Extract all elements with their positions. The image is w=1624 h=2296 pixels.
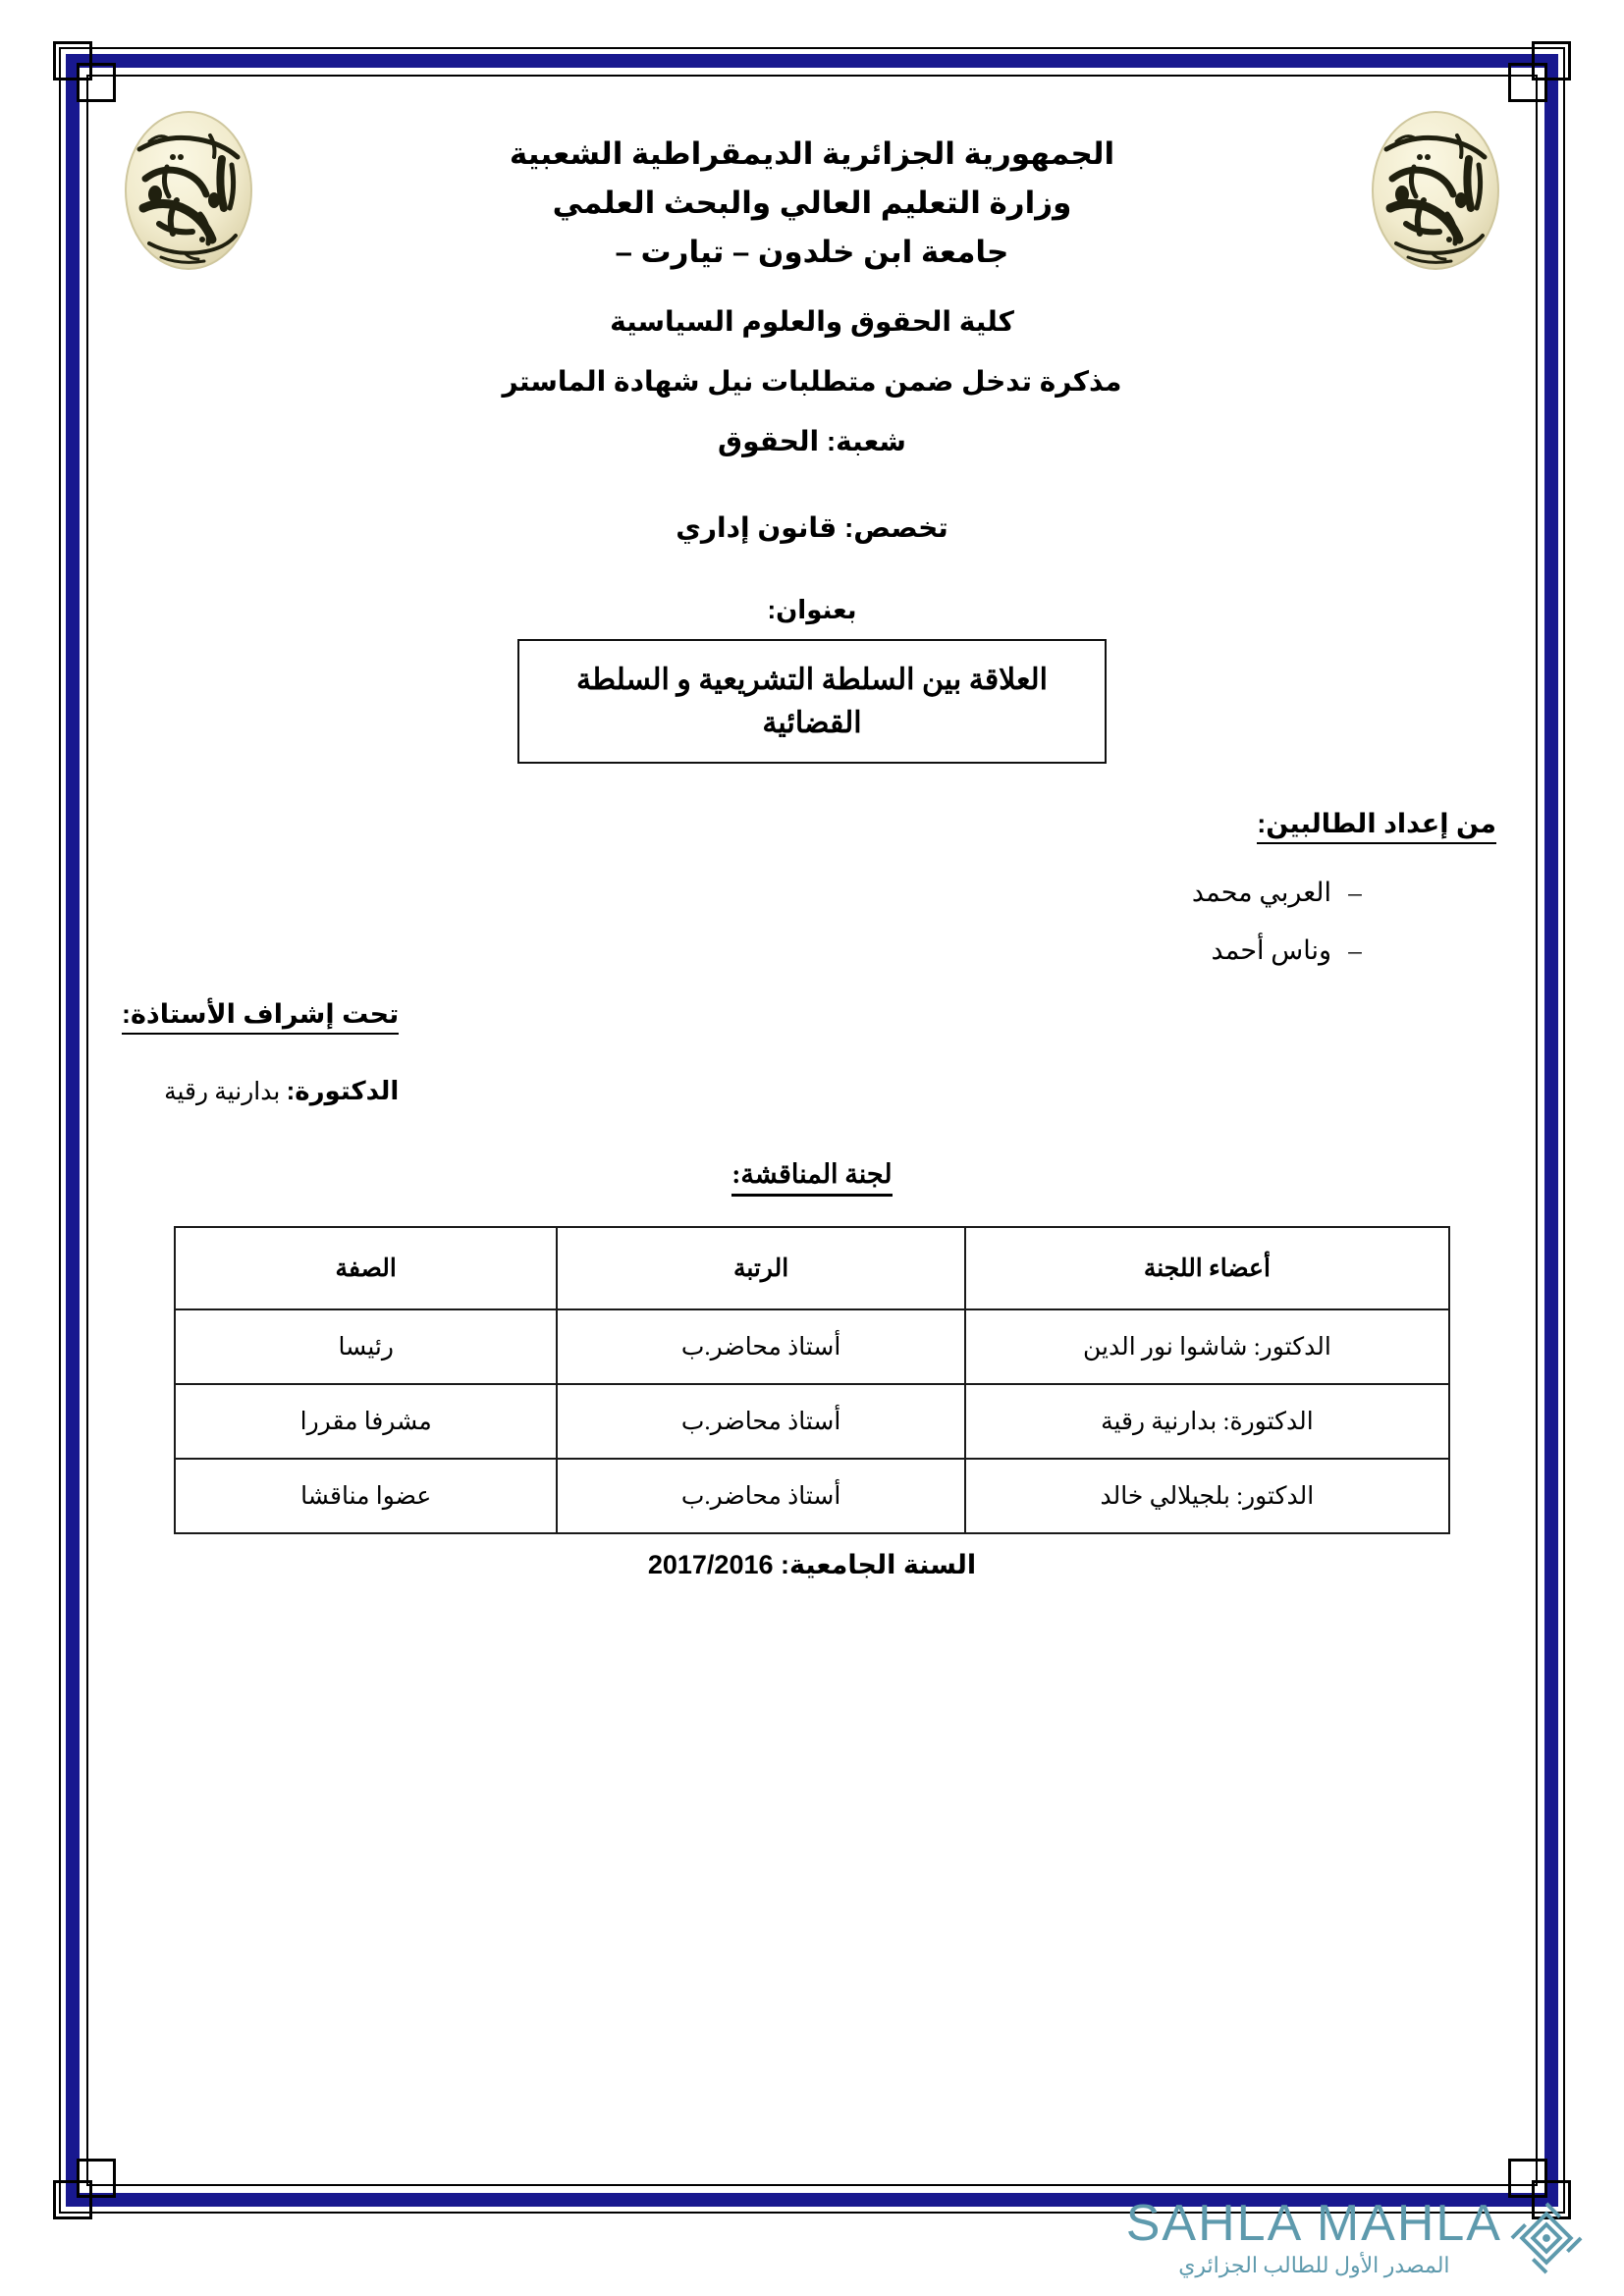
academic-year-line — [98, 1550, 1526, 1580]
title-label: بعنوان: — [767, 595, 857, 625]
watermark-brand: SAHLA MAHLA — [1125, 2195, 1502, 2252]
author-name: العربي محمد — [1191, 878, 1331, 908]
cell-member: الدكتور: بلجيلالي خالد — [965, 1459, 1449, 1533]
page-content — [98, 88, 1526, 2178]
table-row — [175, 1309, 1449, 1384]
degree-statement: مذكرة تدخل ضمن متطلبات نيل شهادة الماستر — [502, 366, 1122, 398]
cell-member: الدكتور: شاشوا نور الدين — [965, 1309, 1449, 1384]
corner-ornament-bottom-right-inner — [1508, 2159, 1547, 2198]
corner-ornament-bottom-left-inner — [77, 2159, 116, 2198]
thesis-title: العلاقة بين السلطة التشريعية و السلطة القضائية — [575, 664, 1049, 739]
supervisor-section — [98, 999, 1526, 1106]
institution-header — [98, 88, 1526, 550]
list-dash: – — [1348, 935, 1362, 966]
thesis-title-box — [517, 639, 1107, 764]
authors-heading: من إعداد الطالبين: — [1257, 809, 1496, 844]
authors-section — [98, 809, 1526, 966]
academic-year-value: 2017/2016 — [647, 1550, 774, 1580]
cell-rank: أستاذ محاضر.ب — [557, 1384, 964, 1459]
cell-role: مشرفا مقررا — [175, 1384, 557, 1459]
watermark-tagline: المصدر الأول للطالب الجزائري — [1178, 2253, 1450, 2277]
country-name: الجمهورية الجزائرية الديمقراطية الشعبية — [509, 136, 1115, 171]
cell-member: الدكتورة: بدارنية رقية — [965, 1384, 1449, 1459]
cell-rank: أستاذ محاضر.ب — [557, 1309, 964, 1384]
branch-name: شعبة: الحقوق — [718, 426, 906, 457]
table-row — [175, 1384, 1449, 1459]
corner-ornament-top-right-inner — [1508, 63, 1547, 102]
author-name: وناس أحمد — [1211, 935, 1331, 966]
table-row — [175, 1459, 1449, 1533]
supervisor-title-label: الدكتورة: — [286, 1076, 400, 1106]
column-header-role: الصفة — [175, 1227, 557, 1309]
supervisor-heading: تحت إشراف الأستاذة: — [122, 999, 399, 1035]
authors-list — [98, 878, 1379, 966]
specialization-name: تخصص: قانون إداري — [676, 511, 948, 543]
faculty-name: كلية الحقوق والعلوم السياسية — [610, 305, 1014, 337]
university-name: جامعة ابن خلدون – تيارت – — [615, 235, 1009, 270]
committee-table — [174, 1226, 1450, 1534]
cell-rank: أستاذ محاضر.ب — [557, 1459, 964, 1533]
university-seal-left — [116, 106, 261, 275]
supervisor-name: بدارنية رقية — [164, 1079, 281, 1106]
column-header-member: أعضاء اللجنة — [965, 1227, 1449, 1309]
list-dash: – — [1348, 878, 1362, 908]
author-item — [98, 935, 1379, 966]
table-header-row — [175, 1227, 1449, 1309]
corner-ornament-top-left-inner — [77, 63, 116, 102]
university-seal-right — [1363, 106, 1508, 275]
committee-heading-wrap — [98, 1159, 1526, 1197]
column-header-rank: الرتبة — [557, 1227, 964, 1309]
supervisor-line — [122, 1076, 399, 1106]
committee-heading: لجنة المناقشة: — [731, 1159, 892, 1197]
cell-role: عضوا مناقشا — [175, 1459, 557, 1533]
academic-year-label: السنة الجامعية: — [781, 1550, 977, 1580]
author-item — [98, 878, 1379, 908]
cell-role: رئيسا — [175, 1309, 557, 1384]
ministry-name: وزارة التعليم العالي والبحث العلمي — [552, 186, 1072, 221]
